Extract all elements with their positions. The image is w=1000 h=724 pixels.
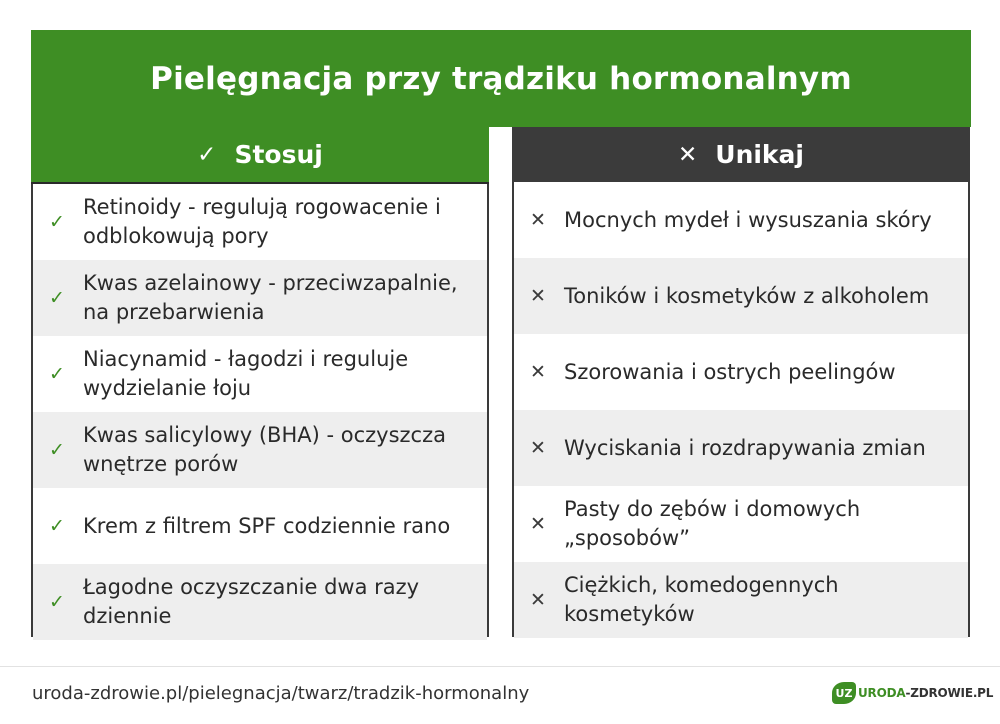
list-item	[514, 334, 968, 410]
site-logo	[832, 680, 993, 706]
list-item-text: Mocnych mydeł i wysuszania skóry	[564, 207, 932, 232]
logo-text-part2: -ZDROWIE.PL	[905, 686, 994, 700]
cross-icon: ✕	[530, 360, 546, 383]
leaf-logo-icon: UZ	[832, 682, 856, 704]
avoid-column	[512, 127, 970, 637]
list-item	[33, 488, 487, 564]
list-item-text: Wyciskania i rozdrapywania zmian	[564, 435, 926, 460]
cross-icon: ✕	[530, 512, 546, 535]
list-item	[33, 564, 487, 640]
list-item	[514, 182, 968, 258]
title-text: Pielęgnacja przy trądziku hormonalnym	[150, 60, 852, 97]
cross-icon: ✕	[530, 436, 546, 459]
list-item	[514, 258, 968, 334]
list-item	[33, 260, 487, 336]
page-title	[31, 30, 971, 127]
check-icon: ✓	[49, 438, 65, 461]
footer-divider	[0, 666, 1000, 667]
check-icon: ✓	[49, 286, 65, 309]
list-item-text: Kwas salicylowy (BHA) - oczyszcza wnętrze porów	[83, 423, 446, 476]
source-url: uroda-zdrowie.pl/pielegnacja/twarz/tradzik-hormonalny	[32, 683, 530, 704]
check-icon: ✓	[49, 590, 65, 613]
do-column-header	[31, 127, 489, 184]
avoid-column-heading: Unikaj	[715, 140, 804, 169]
list-item	[514, 486, 968, 562]
list-item	[33, 184, 487, 260]
cross-icon: ✕	[530, 208, 546, 231]
check-icon: ✓	[49, 210, 65, 233]
do-column	[31, 127, 489, 637]
list-item-text: Toników i kosmetyków z alkoholem	[564, 283, 930, 308]
list-item-text: Krem z filtrem SPF codziennie rano	[83, 513, 451, 538]
logo-text-part1: URODA	[858, 686, 906, 700]
cross-icon: ✕	[677, 141, 698, 168]
list-item-text: Szorowania i ostrych peelingów	[564, 359, 896, 384]
list-item	[514, 562, 968, 638]
logo-wordmark	[858, 686, 993, 700]
list-item	[33, 412, 487, 488]
avoid-column-header	[512, 127, 970, 182]
list-item-text: Pasty do zębów i domowych „sposobów”	[564, 497, 861, 550]
list-item	[514, 410, 968, 486]
check-icon: ✓	[49, 362, 65, 385]
check-icon: ✓	[197, 141, 217, 168]
list-item-text: Retinoidy - regulują rogowacenie i odblokowują pory	[83, 195, 441, 248]
list-item-text: Łagodne oczyszczanie dwa razy dziennie	[83, 575, 420, 628]
list-item-text: Kwas azelainowy - przeciwzapalnie, na przebarwienia	[83, 271, 458, 324]
list-item-text: Niacynamid - łagodzi i reguluje wydzielanie łoju	[83, 347, 409, 400]
cross-icon: ✕	[530, 284, 546, 307]
cross-icon: ✕	[530, 588, 546, 611]
check-icon: ✓	[49, 514, 65, 537]
list-item	[33, 336, 487, 412]
list-item-text: Ciężkich, komedogennych kosmetyków	[564, 573, 839, 626]
do-column-heading: Stosuj	[234, 140, 323, 169]
